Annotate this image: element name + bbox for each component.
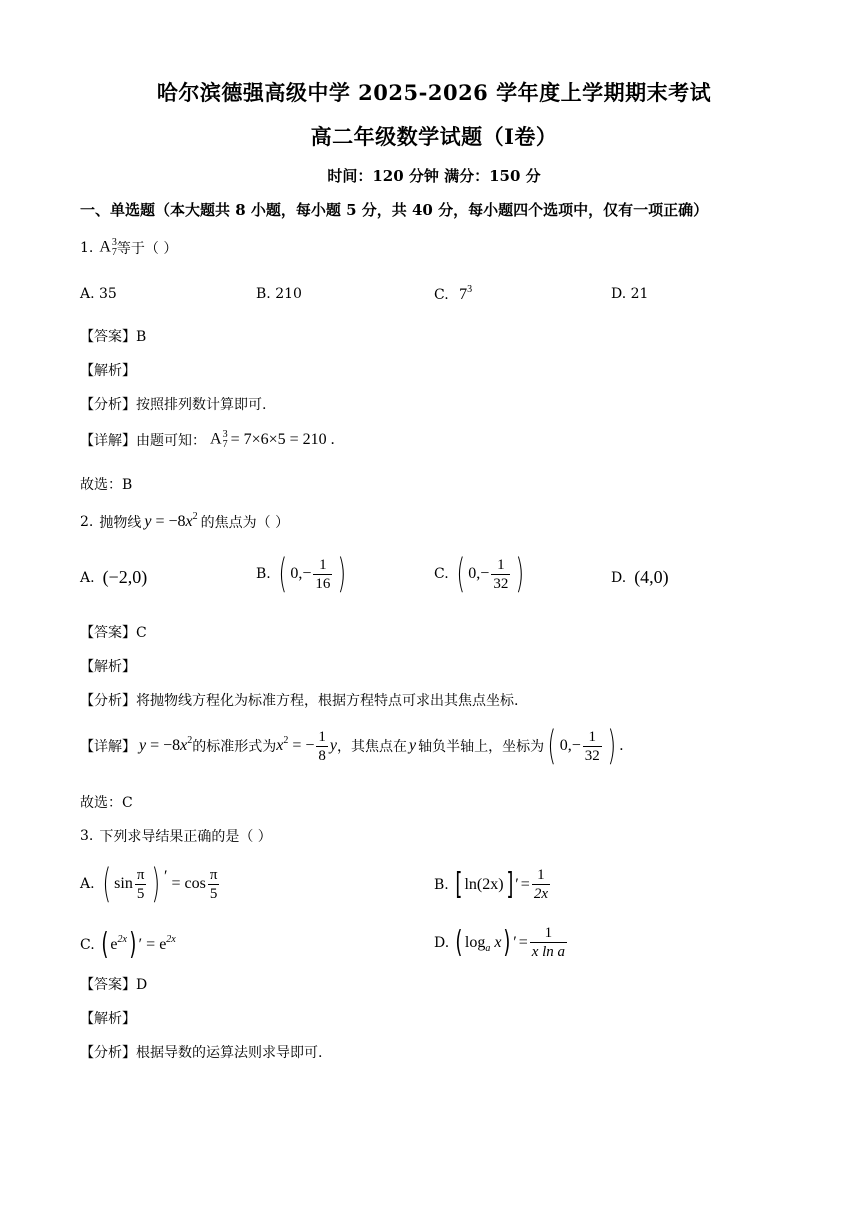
q3-option-a: A. ( sin $\frac{\pi}{5}$ ) ′ = cos $\frac{\pi}{5}$ — [80, 861, 218, 907]
q1-option-a: A. 35 — [80, 286, 117, 302]
q1-number: 1. — [80, 240, 94, 256]
q2-detail: 【详解】 $y = -8x^2$ 的标准形式为 $x^2$ = − $\frac{1}{8}$ y ，其焦点在 y 轴负半轴上，坐标为 ( 0,− $\frac{1}{32}$ ) . — [80, 723, 624, 769]
q2-option-b: B. ( 0,− $\frac{1}{16}$ ) — [256, 551, 347, 597]
q1-stem-suffix: 等于（ ） — [116, 241, 178, 257]
q3-option-c: C. ( $e^{2x}$ ) ′ = $e^{2x}$ — [80, 927, 176, 962]
q3-answer: 【答案】D — [80, 977, 148, 993]
q1-option-b: B. 210 — [256, 286, 302, 302]
q1-perm-symbol: A 3 7 — [99, 237, 117, 258]
q2-answer: 【答案】C — [80, 625, 147, 641]
q3-option-b: B. [ ln(2x) ] ′ = $\frac{1}{2x}$ — [434, 866, 548, 902]
q3-option-d: D. ( $\log_a x$ ) ′ = $\frac{1}{\text{x ln a}}$ — [434, 924, 566, 960]
q1-answer: 【答案】B — [80, 329, 147, 345]
q1-detail: 【详解】由题可知： A 3 7 = 7×6×5 = 210 . — [80, 429, 335, 450]
q2-option-d: D. (4,0) — [611, 567, 669, 587]
q2-choose: 故选：C — [80, 795, 133, 811]
q3-fenxi: 【分析】根据导数的运算法则求导即可. — [80, 1045, 323, 1061]
q1-fenxi: 【分析】按照排列数计算即可. — [80, 397, 267, 413]
q2-analysis: 【解析】 — [80, 659, 136, 675]
q1-option-d: D. 21 — [611, 286, 649, 302]
q3-analysis: 【解析】 — [80, 1011, 136, 1027]
q1-stem — [80, 238, 177, 258]
q1-option-c: C. $7^3$ — [434, 284, 473, 303]
exam-title: 哈尔滨德强高级中学 2025-2026 学年度上学期期末考试 — [156, 80, 712, 105]
q1-choose: 故选：B — [80, 477, 133, 493]
exam-subtitle: 高二年级数学试题（I卷） — [310, 124, 558, 149]
q2-option-a: A. (−2,0) — [80, 567, 148, 587]
section-heading: 一、单选题（本大题共 8 小题，每小题 5 分，共 40 分，每小题四个选项中，仅有一项正确） — [80, 201, 709, 219]
q2-stem: 2. 抛物线 $y = -8x^2$ 的焦点为（ ） — [80, 511, 290, 531]
q3-stem: 3. 下列求导结果正确的是（ ） — [80, 828, 272, 845]
q1-analysis: 【解析】 — [80, 363, 136, 379]
q2-option-c: C. ( 0,− $\frac{1}{32}$ ) — [434, 551, 525, 597]
q2-fenxi: 【分析】将抛物线方程化为标准方程，根据方程特点可求出其焦点坐标. — [80, 693, 519, 709]
exam-time-info: 时间：120 分钟 满分：150 分 — [327, 167, 541, 185]
